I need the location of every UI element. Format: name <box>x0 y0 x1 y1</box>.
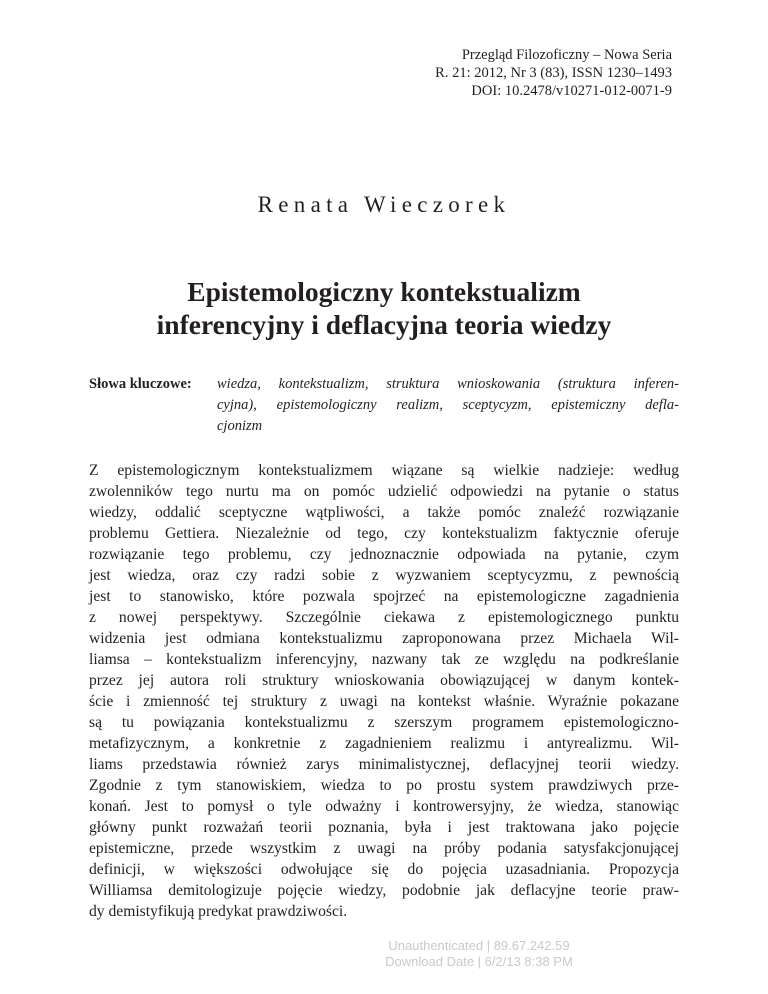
body-line: widzenia jest odmiana kontekstualizmu zaproponowana przez Michaela Wil- <box>89 630 679 647</box>
title-line-1: Epistemologiczny kontekstualizm <box>187 276 581 307</box>
watermark-line-1: Unauthenticated | 89.67.242.59 <box>388 938 570 953</box>
body-line: dy demistyfikują predykat prawdziwości. <box>89 903 348 920</box>
journal-name: Przegląd Filozoficzny – Nowa Seria <box>461 47 672 63</box>
body-line: są tu powiązania kontekstualizmu z szerszym programem epistemologiczno- <box>89 714 679 731</box>
keywords-block <box>89 374 679 437</box>
keywords-line: cjonizm <box>217 418 263 434</box>
journal-issue: R. 21: 2012, Nr 3 (83), ISSN 1230–1493 <box>435 65 672 81</box>
body-line: Zgodnie z tym stanowiskiem, wiedza to po prostu system prawdziwych prze- <box>89 777 679 794</box>
body-line: zwolenników tego nurtu ma on pomóc udzielić odpowiedzi na pytanie o status <box>89 483 679 500</box>
author-name: Renata Wieczorek <box>257 192 511 217</box>
body-line: problemu Gettiera. Niezależnie od tego, czy kontekstualizm faktycznie oferuje <box>89 525 679 542</box>
download-watermark <box>0 938 768 970</box>
body-line: Williamsa demitologizuje pojęcie wiedzy, podobnie jak deflacyjne teorie praw- <box>89 882 679 899</box>
body-line: liamsa – kontekstualizm inferencyjny, nazwany tak ze względu na podkreślanie <box>89 651 679 668</box>
body-line: ście i zmienność tej struktury z uwagi na kontekst właśnie. Wyraźnie pokazane <box>89 693 679 710</box>
keywords-line: wiedza, kontekstualizm, struktura wnioskowania (struktura inferen- <box>217 376 679 392</box>
body-line: główny punkt rozważań teorii poznania, była i jest traktowana jako pojęcie <box>89 819 679 836</box>
body-line: konań. Jest to pomysł o tyle odważny i kontrowersyjny, że wiedza, stanowiąc <box>89 798 679 815</box>
body-line: wiedzy, oddalić sceptyczne wątpliwości, a także pomóc znaleźć rozwiązanie <box>89 504 679 521</box>
body-paragraph <box>89 460 679 922</box>
journal-header <box>435 46 672 100</box>
body-line: rozwiązanie tego problemu, czy jednoznacznie odpowiada na pytanie, czym <box>89 546 679 563</box>
body-line: z nowej perspektywy. Szczególnie ciekawa z epistemologicznego punktu <box>89 609 679 626</box>
article-title <box>0 275 768 341</box>
body-line: liams przedstawia również zarys minimalistycznej, deflacyjnej teorii wiedzy. <box>89 756 679 773</box>
body-line: epistemiczne, przede wszystkim z uwagi na próby podania satysfakcjonującej <box>89 840 679 857</box>
body-line: metafizycznym, a konkretnie z zagadnieniem realizmu i antyrealizmu. Wil- <box>89 735 679 752</box>
keywords-line: cyjna), epistemologiczny realizm, sceptycyzm, epistemiczny defla- <box>217 397 679 413</box>
keywords-text <box>217 374 679 437</box>
body-line: jest wiedza, oraz czy radzi sobie z wyzwaniem sceptycyzmu, z pewnością <box>89 567 679 584</box>
body-line: przez jej autora roli struktury wnioskowania obowiązującej w danym kontek- <box>89 672 679 689</box>
watermark-line-2: Download Date | 6/2/13 8:38 PM <box>385 954 573 969</box>
title-line-2: inferencyjny i deflacyjna teoria wiedzy <box>156 309 612 340</box>
body-line: definicji, w większości odwołujące się do pojęcia uzasadniania. Propozycja <box>89 861 679 878</box>
journal-doi: DOI: 10.2478/v10271-012-0071-9 <box>471 83 672 99</box>
body-line: Z epistemologicznym kontekstualizmem wiązane są wielkie nadzieje: według <box>89 462 679 479</box>
keywords-label: Słowa kluczowe: <box>89 376 192 392</box>
body-line: jest to stanowisko, które pozwala spojrzeć na epistemologiczne zagadnienia <box>89 588 679 605</box>
